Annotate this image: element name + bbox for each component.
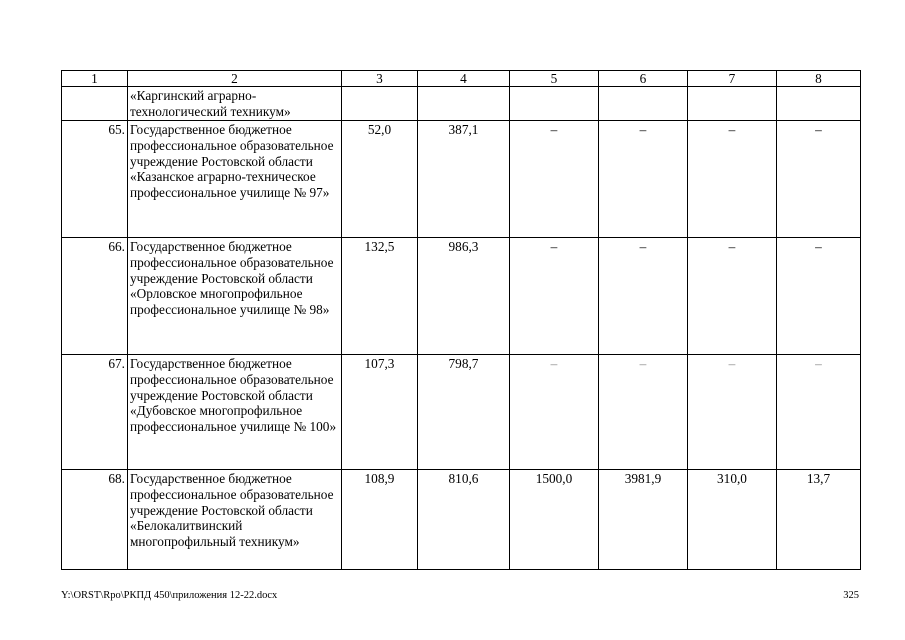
value-cell: 132,5: [342, 238, 418, 355]
table-row: [62, 470, 861, 570]
institution-name: Государственное бюджетное профессиональное образовательное учреждение Ростовской области «Дубовское многопрофильное профессиональное училище № 100»: [128, 355, 342, 470]
header-cell: 3: [342, 71, 418, 87]
value-cell: 798,7: [418, 355, 510, 470]
value-cell: –: [777, 355, 861, 470]
value-cell: 108,9: [342, 470, 418, 570]
value-cell: [342, 87, 418, 121]
value-cell: –: [777, 121, 861, 238]
data-table: [61, 70, 861, 570]
value-cell: –: [510, 238, 599, 355]
value-cell: 52,0: [342, 121, 418, 238]
value-cell: 387,1: [418, 121, 510, 238]
header-cell: 2: [128, 71, 342, 87]
value-cell: [777, 87, 861, 121]
table-row: [62, 238, 861, 355]
header-cell: 4: [418, 71, 510, 87]
header-cell: 5: [510, 71, 599, 87]
table-header-row: [62, 71, 861, 87]
value-cell: –: [510, 355, 599, 470]
value-cell: –: [510, 121, 599, 238]
row-number: 66.: [62, 238, 128, 355]
value-cell: 310,0: [688, 470, 777, 570]
header-cell: 6: [599, 71, 688, 87]
table-row-continuation: [62, 87, 861, 121]
row-number: 68.: [62, 470, 128, 570]
row-number: 65.: [62, 121, 128, 238]
value-cell: 107,3: [342, 355, 418, 470]
page-number: 325: [843, 590, 859, 601]
institution-name: «Каргинский аграрно-технологический техникум»: [128, 87, 342, 121]
value-cell: –: [688, 355, 777, 470]
value-cell: 986,3: [418, 238, 510, 355]
value-cell: 810,6: [418, 470, 510, 570]
institution-name: Государственное бюджетное профессиональное образовательное учреждение Ростовской области «Белокалитвинский многопрофильный техникум»: [128, 470, 342, 570]
value-cell: 13,7: [777, 470, 861, 570]
value-cell: –: [688, 121, 777, 238]
table-row: [62, 355, 861, 470]
value-cell: [418, 87, 510, 121]
value-cell: [599, 87, 688, 121]
institution-name: Государственное бюджетное профессиональное образовательное учреждение Ростовской области «Казанское аграрно-техническое профессиональное училище № 97»: [128, 121, 342, 238]
value-cell: [510, 87, 599, 121]
header-cell: 1: [62, 71, 128, 87]
institution-name: Государственное бюджетное профессиональное образовательное учреждение Ростовской области «Орловское многопрофильное профессиональное училище № 98»: [128, 238, 342, 355]
value-cell: –: [777, 238, 861, 355]
value-cell: –: [599, 121, 688, 238]
header-cell: 8: [777, 71, 861, 87]
header-cell: 7: [688, 71, 777, 87]
value-cell: 3981,9: [599, 470, 688, 570]
value-cell: –: [599, 238, 688, 355]
footer-file-path: Y:\ORST\Rpo\РКПД 450\приложения 12-22.docx: [61, 590, 278, 601]
value-cell: –: [599, 355, 688, 470]
table-row: [62, 121, 861, 238]
value-cell: [688, 87, 777, 121]
row-number: 67.: [62, 355, 128, 470]
value-cell: 1500,0: [510, 470, 599, 570]
row-number: [62, 87, 128, 121]
value-cell: –: [688, 238, 777, 355]
